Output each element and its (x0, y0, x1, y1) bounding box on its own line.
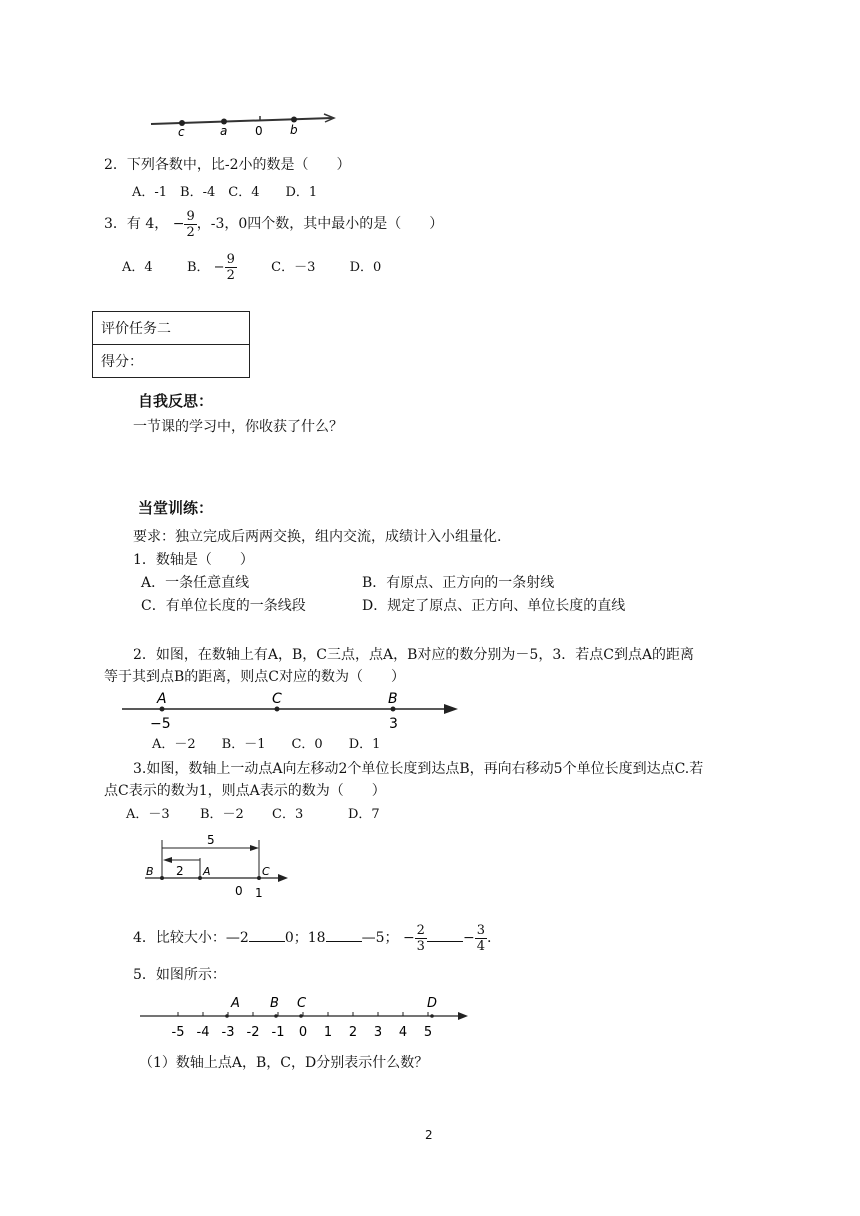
value-3: 3 (389, 716, 398, 732)
p-q4 (133, 920, 491, 956)
p-q4-f1-num: 2 (416, 922, 425, 938)
q3-opt-b-sign: − (213, 260, 225, 275)
len-2: 2 (176, 864, 184, 878)
p-q4-f2-den: 4 (476, 938, 485, 954)
p-q3-option-b: B．－2 (200, 807, 244, 822)
point-C-dot (257, 876, 261, 880)
tick-label: 4 (398, 1025, 408, 1040)
point-B (274, 1014, 278, 1018)
point-b (291, 117, 297, 123)
value-minus5: −5 (150, 716, 171, 732)
tick-label: -4 (196, 1025, 210, 1040)
q2-stem: 2．下列各数中，比-2小的数是（ ） (104, 157, 351, 173)
p-q2-options: A．－2 B．－1 C．0 D．1 (152, 737, 381, 752)
p-q2-number-line (120, 688, 465, 732)
blank-2[interactable] (326, 927, 362, 942)
eval-task-cell: 评价任务二 (93, 312, 250, 345)
q3-rest: ，-3，0四个数，其中最小的是（ ） (196, 216, 444, 232)
point-D (430, 1014, 434, 1018)
p-q4-end: . (486, 930, 492, 946)
point-A-dot (198, 876, 202, 880)
tick-label: -5 (171, 1025, 185, 1040)
page-number: 2 (425, 1128, 433, 1142)
label-A: A (231, 996, 240, 1011)
q3-prefix: 3．有 (104, 216, 141, 232)
q3-n1: 4， (145, 216, 169, 232)
q3-opt-b-num: 9 (226, 252, 235, 267)
p-q1-option-c: C．有单位长度的一条线段 (141, 598, 306, 614)
label-A: A (203, 865, 211, 878)
p-q1-option-a: A．一条任意直线 (141, 575, 250, 591)
label-B: B (146, 865, 154, 878)
p-q5-sub1: （1）数轴上点A，B，C，D分别表示什么数？ (139, 1055, 429, 1071)
q3-stem (104, 208, 443, 240)
label-C: C (262, 865, 270, 878)
p-q4-f2-num: 3 (476, 922, 485, 938)
tick-label: 2 (348, 1025, 358, 1040)
p-q3-option-a: A．－3 (126, 807, 170, 822)
label-a: a (220, 124, 228, 138)
p-q4-frac2 (475, 923, 487, 954)
tick-label: -1 (271, 1025, 285, 1040)
point-C (299, 1014, 303, 1018)
p-q3-line2: 点C表示的数为1，则点A表示的数为（ ） (104, 783, 386, 799)
p-q4-sign1: − (402, 930, 415, 946)
tick-0: 0 (235, 884, 243, 898)
tick-label: 0 (298, 1025, 308, 1040)
reflection-question: 一节课的学习中，你收获了什么？ (133, 419, 343, 435)
q3-fraction (184, 209, 196, 240)
p-q4-prefix: 4．比较大小：—2 (133, 930, 249, 946)
point-A (160, 707, 165, 712)
q3-opt-b: B． (186, 260, 210, 275)
tick-1: 1 (255, 886, 263, 900)
blank-3[interactable] (427, 927, 463, 942)
q3-opt-c: C．－3 (271, 260, 316, 275)
label-D: D (427, 996, 438, 1011)
label-C: C (272, 691, 282, 707)
p-q1-option-d: D．规定了原点、正方向、单位长度的直线 (362, 598, 626, 614)
q3-options (122, 252, 381, 284)
reflection-title: 自我反思： (138, 392, 214, 410)
practice-title: 当堂训练： (138, 499, 214, 517)
point-C (275, 707, 280, 712)
p-q4-p3: —5； (361, 930, 399, 946)
label-A: A (157, 691, 167, 707)
p-q3-option-c: C．3 (272, 807, 304, 822)
top-number-line (148, 108, 338, 140)
tick-label: 3 (373, 1025, 383, 1040)
p-q3-movement-diagram (140, 832, 300, 902)
tick-label: 5 (423, 1025, 433, 1040)
p-q3-line1: 3.如图，数轴上一动点A向左移动2个单位长度到达点B，再向右移动5个单位长度到达点C.若 (133, 761, 704, 777)
p-q4-sign2: − (462, 930, 475, 946)
blank-1[interactable] (249, 927, 285, 942)
evaluation-table (92, 311, 250, 378)
point-B-dot (160, 876, 164, 880)
q3-opt-b-fraction (225, 252, 237, 283)
point-B (391, 707, 396, 712)
q3-opt-a: A．4 (122, 260, 153, 275)
p-q5-stem: 5．如图所示： (133, 967, 226, 983)
p-q4-f1-den: 3 (416, 938, 425, 954)
label-0: 0 (255, 124, 263, 138)
q3-frac-num: 9 (186, 208, 195, 224)
practice-requirement: 要求：独立完成后两两交换，组内交流，成绩计入小组量化. (133, 529, 502, 545)
q3-frac-den: 2 (186, 224, 195, 240)
p-q1-option-b: B．有原点、正方向的一条射线 (362, 575, 555, 591)
label-B: B (388, 691, 398, 707)
len-5: 5 (207, 833, 215, 847)
q2-options: A．-1 B．-4 C．4 D．1 (132, 185, 318, 200)
tick-label: -3 (221, 1025, 235, 1040)
label-B: B (270, 996, 279, 1011)
p-q3-option-d: D．7 (348, 807, 380, 822)
label-b: b (290, 123, 298, 137)
label-C: C (297, 996, 307, 1011)
q3-frac-sign: − (172, 216, 185, 232)
p-q2-line2: 等于其到点B的距离，则点C对应的数为（ ） (104, 669, 405, 685)
tick-label: -2 (246, 1025, 260, 1040)
q3-opt-d: D．0 (349, 260, 382, 275)
tick-label: 1 (323, 1025, 333, 1040)
point-A (225, 1014, 229, 1018)
p-q4-frac1 (415, 923, 427, 954)
p-q2-line1: 2．如图，在数轴上有A，B，C三点，点A，B对应的数分别为－5，3．若点C到点A的距离 (133, 647, 695, 663)
p-q5-number-line (140, 990, 475, 1046)
score-cell: 得分： (93, 345, 250, 378)
p-q4-p2: 0；18 (284, 930, 326, 946)
label-c: c (178, 125, 185, 139)
p-q1-stem: 1．数轴是（ ） (133, 552, 254, 568)
q3-opt-b-den: 2 (226, 268, 235, 283)
